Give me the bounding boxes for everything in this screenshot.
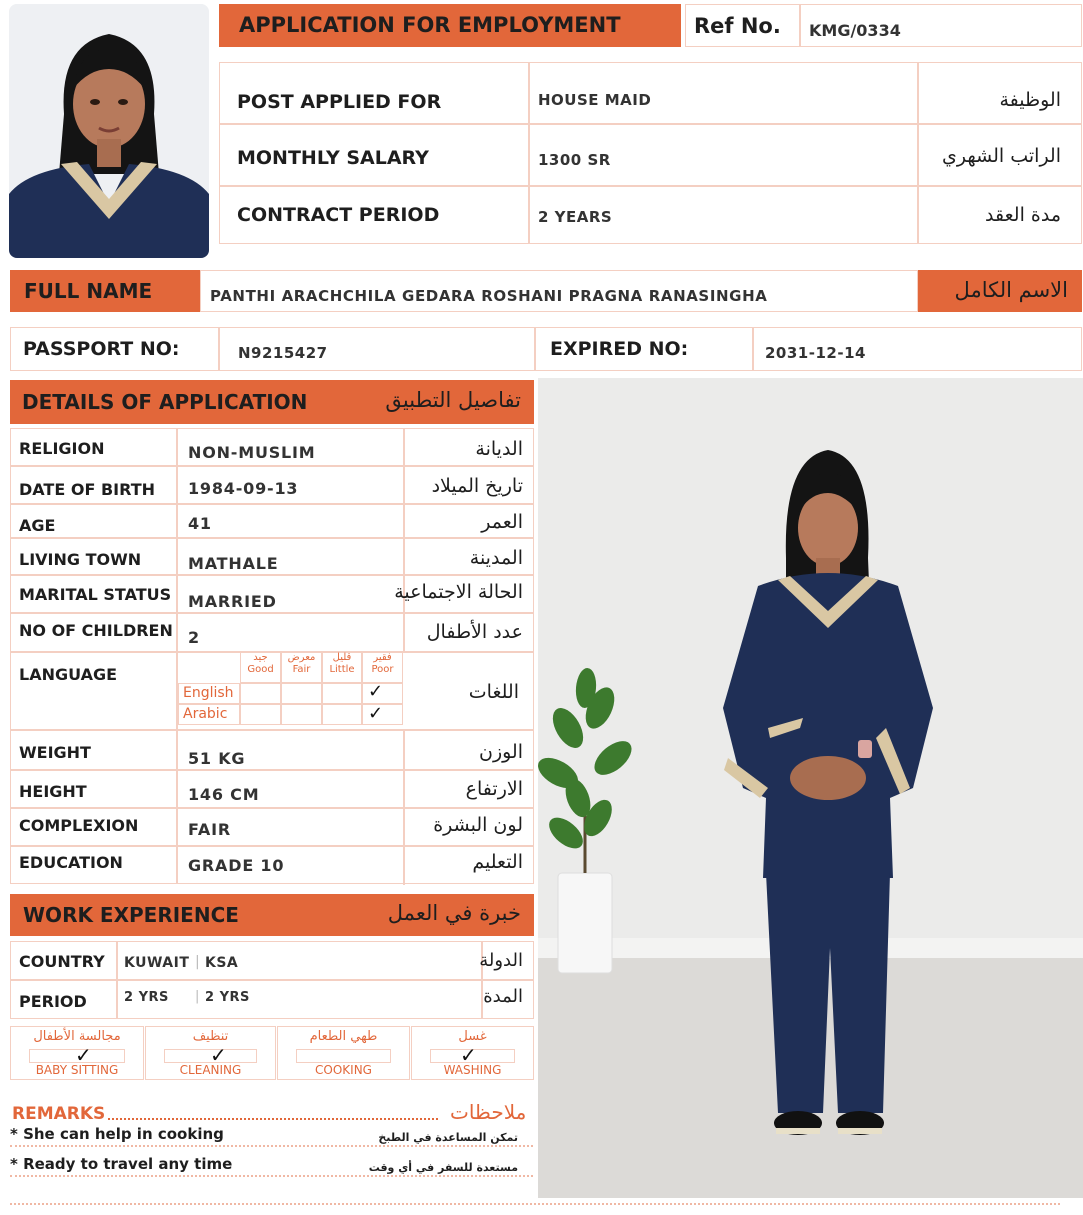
language-ar: اللغات bbox=[468, 681, 519, 703]
religion-label: RELIGION bbox=[19, 439, 105, 458]
skill-cleaning-en: CLEANING bbox=[179, 1063, 242, 1077]
dob-label: DATE OF BIRTH bbox=[19, 480, 155, 499]
remark-2-ar: مستعدة للسفر في أي وقت bbox=[368, 1161, 518, 1174]
check-mark-icon: ✓ bbox=[368, 703, 384, 724]
work-experience-header bbox=[10, 894, 534, 936]
age-value: 41 bbox=[188, 514, 212, 533]
period-ar: المدة bbox=[483, 986, 523, 1007]
details-title-ar: تفاصيل التطبيق bbox=[385, 388, 521, 412]
application-title: APPLICATION FOR EMPLOYMENT bbox=[239, 13, 621, 37]
skill-cooking-ar: طهي الطعام bbox=[309, 1029, 378, 1044]
period-2: 2 YRS bbox=[205, 990, 250, 1005]
passport-value-box bbox=[219, 327, 535, 371]
lang-level-little bbox=[322, 651, 362, 683]
contract-period-value: 2 YEARS bbox=[538, 208, 613, 226]
applicant-portrait-photo bbox=[9, 4, 209, 258]
children-value: 2 bbox=[188, 628, 200, 647]
children-label: NO OF CHILDREN bbox=[19, 621, 173, 640]
remark-1: * She can help in cooking bbox=[10, 1125, 224, 1143]
check-mark-icon: ✓ bbox=[210, 1043, 227, 1067]
ref-label-box bbox=[685, 4, 800, 47]
remark-1-ar: تمكن المساعدة في الطبخ bbox=[378, 1131, 518, 1144]
ref-label: Ref No. bbox=[694, 14, 781, 38]
dob-ar: تاريخ الميلاد bbox=[431, 475, 523, 497]
skill-baby-sitting-ar: مجالسة الأطفال bbox=[33, 1029, 121, 1044]
skill-baby-sitting-en: BABY SITTING bbox=[35, 1063, 119, 1077]
lang-level-poor-en: Poor bbox=[371, 664, 394, 675]
age-ar: العمر bbox=[481, 511, 523, 533]
full-name-label-box bbox=[10, 270, 200, 312]
post-applied-label: POST APPLIED FOR bbox=[237, 91, 442, 113]
post-table bbox=[219, 62, 1082, 244]
language-label: LANGUAGE bbox=[19, 665, 118, 684]
language-grid bbox=[178, 651, 404, 726]
weight-label: WEIGHT bbox=[19, 743, 91, 762]
remarks-label-ar: ملاحظات bbox=[450, 1100, 527, 1124]
lang-level-fair-en: Fair bbox=[292, 664, 311, 675]
lang-level-poor-ar: فقير bbox=[373, 652, 392, 663]
lang-level-little-en: Little bbox=[329, 664, 355, 675]
skill-cleaning-ar: تنظيف bbox=[192, 1029, 229, 1044]
check-mark-icon: ✓ bbox=[75, 1043, 92, 1067]
marital-status-label: MARITAL STATUS bbox=[19, 585, 172, 604]
passport-label: PASSPORT NO: bbox=[23, 338, 180, 360]
work-experience-title-ar: خبرة في العمل bbox=[387, 901, 521, 925]
religion-ar: الديانة bbox=[475, 438, 523, 460]
passport-label-box bbox=[10, 327, 219, 371]
language-english: English bbox=[183, 685, 234, 701]
lang-level-little-ar: قليل bbox=[332, 652, 352, 663]
weight-ar: الوزن bbox=[478, 741, 523, 763]
lang-level-good-en: Good bbox=[247, 664, 274, 675]
contract-period-label: CONTRACT PERIOD bbox=[237, 204, 440, 226]
application-title-bar bbox=[219, 4, 681, 47]
country-1: KUWAIT bbox=[124, 955, 190, 971]
ref-value-box bbox=[800, 4, 1082, 47]
country-2: KSA bbox=[205, 955, 239, 971]
education-value: GRADE 10 bbox=[188, 856, 285, 875]
contract-period-ar: مدة العقد bbox=[985, 204, 1061, 226]
period-label: PERIOD bbox=[19, 992, 87, 1011]
monthly-salary-ar: الراتب الشهري bbox=[942, 145, 1061, 167]
height-ar: الارتفاع bbox=[465, 778, 523, 800]
full-name-label: FULL NAME bbox=[24, 279, 153, 303]
monthly-salary-label: MONTHLY SALARY bbox=[237, 147, 429, 169]
details-title: DETAILS OF APPLICATION bbox=[22, 390, 308, 414]
skill-washing-ar: غسل bbox=[458, 1029, 487, 1044]
post-applied-ar: الوظيفة bbox=[999, 89, 1061, 111]
expiry-label-box bbox=[535, 327, 753, 371]
work-experience-table: COUNTRY KUWAIT | KSA الدولة PERIOD 2 YRS | 2 YRS المدة bbox=[10, 941, 534, 1019]
height-value: 146 CM bbox=[188, 785, 260, 804]
lang-level-fair bbox=[281, 651, 322, 683]
country-label: COUNTRY bbox=[19, 952, 105, 971]
full-name-value-box bbox=[200, 270, 918, 312]
details-table bbox=[10, 428, 534, 884]
children-ar: عدد الأطفال bbox=[426, 621, 523, 643]
check-mark-icon: ✓ bbox=[460, 1043, 477, 1067]
remark-2: * Ready to travel any time bbox=[10, 1155, 233, 1173]
complexion-ar: لون البشرة bbox=[433, 814, 523, 836]
skill-cooking-en: COOKING bbox=[315, 1063, 372, 1077]
weight-value: 51 KG bbox=[188, 749, 246, 768]
expiry-label: EXPIRED NO: bbox=[550, 338, 689, 360]
skill-cooking bbox=[277, 1026, 410, 1080]
details-header bbox=[10, 380, 534, 424]
check-mark-icon: ✓ bbox=[368, 681, 384, 702]
remarks-dots bbox=[108, 1108, 438, 1120]
skill-cleaning bbox=[145, 1026, 276, 1080]
period-1: 2 YRS bbox=[124, 990, 169, 1005]
height-label: HEIGHT bbox=[19, 782, 87, 801]
remarks-label: REMARKS bbox=[12, 1104, 106, 1124]
country-ar: الدولة bbox=[479, 950, 523, 971]
marital-status-ar: الحالة الاجتماعية bbox=[394, 581, 523, 603]
complexion-value: FAIR bbox=[188, 820, 231, 839]
skill-baby-sitting bbox=[10, 1026, 144, 1080]
monthly-salary-value: 1300 SR bbox=[538, 151, 611, 169]
complexion-label: COMPLEXION bbox=[19, 816, 139, 835]
education-ar: التعليم bbox=[472, 851, 523, 873]
lang-level-poor bbox=[362, 651, 403, 683]
work-experience-title: WORK EXPERIENCE bbox=[23, 903, 239, 927]
expiry-value: 2031-12-14 bbox=[765, 344, 866, 362]
living-town-value: MATHALE bbox=[188, 554, 279, 573]
living-town-label: LIVING TOWN bbox=[19, 550, 142, 569]
full-name-value: PANTHI ARACHCHILA GEDARA ROSHANI PRAGNA RANASINGHA bbox=[210, 287, 768, 305]
ref-value: KMG/0334 bbox=[809, 21, 901, 40]
skill-washing bbox=[411, 1026, 534, 1080]
living-town-ar: المدينة bbox=[469, 547, 523, 569]
applicant-full-body-photo bbox=[538, 378, 1083, 1198]
skill-washing-en: WASHING bbox=[443, 1063, 502, 1077]
education-label: EDUCATION bbox=[19, 853, 123, 872]
passport-value: N9215427 bbox=[238, 344, 328, 362]
lang-level-fair-ar: معرض bbox=[287, 652, 316, 663]
bottom-dotted-line bbox=[10, 1203, 1060, 1205]
marital-status-value: MARRIED bbox=[188, 592, 277, 611]
lang-level-good-ar: جيد bbox=[253, 652, 268, 663]
age-label: AGE bbox=[19, 516, 56, 535]
religion-value: NON-MUSLIM bbox=[188, 443, 316, 462]
dob-value: 1984-09-13 bbox=[188, 479, 299, 498]
language-arabic: Arabic bbox=[183, 706, 228, 722]
full-name-ar: الاسم الكامل bbox=[954, 278, 1068, 302]
post-applied-value: HOUSE MAID bbox=[538, 91, 652, 109]
lang-level-good bbox=[240, 651, 281, 683]
expiry-value-box bbox=[753, 327, 1082, 371]
full-name-ar-box bbox=[918, 270, 1082, 312]
